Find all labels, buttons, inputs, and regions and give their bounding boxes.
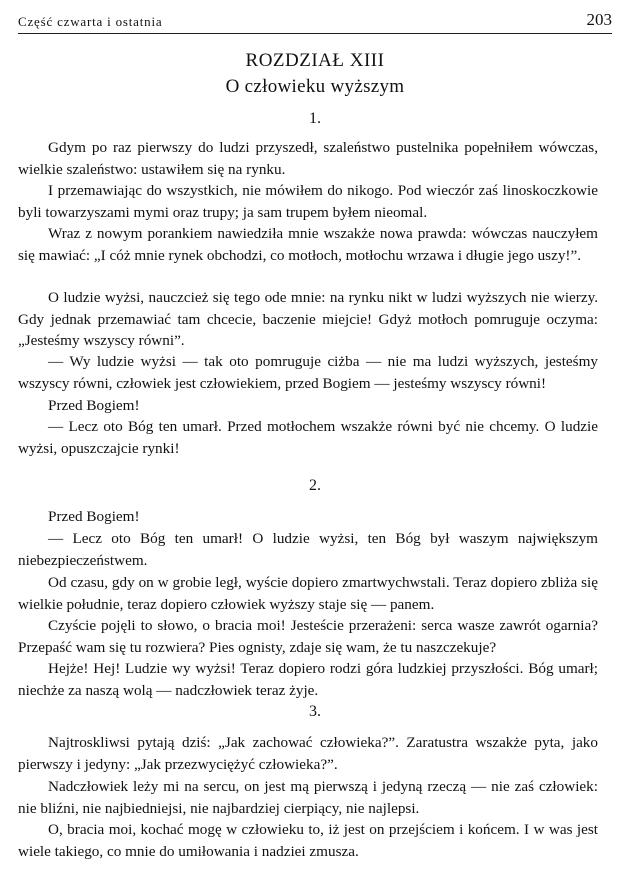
- paragraph: — Wy ludzie wyżsi — tak oto pomruguje ciżba — nie ma ludzi wyższych, jesteśmy wszyscy równi, człowiek jest człowiekiem, przed Bogiem — jesteśmy wszyscy równi!: [18, 353, 598, 392]
- paragraph: Wraz z nowym porankiem nawiedziła mnie wszakże nowa prawda: wówczas nauczyłem się mawiać: „I cóż mnie rynek obchodzi, co motłoch, motłochu wrzawa i długie jego uszy!”.: [18, 225, 598, 264]
- page-number: 203: [586, 10, 612, 29]
- paragraph: Hejże! Hej! Ludzie wy wyżsi! Teraz dopiero rodzi góra ludzkiej przyszłości. Bóg umarł; niechże za naszą wolą — nadczłowiek teraz żyje.: [18, 660, 598, 699]
- paragraph: Przed Bogiem!: [48, 397, 140, 414]
- running-header: [18, 8, 612, 34]
- section-number: 2.: [309, 477, 321, 494]
- section-number: 3.: [309, 703, 321, 720]
- paragraph: O ludzie wyżsi, nauczcież się tego ode mnie: na rynku nikt w ludzi wyższych nie wierzy. Gdy jednak przemawiać tam chcecie, baczenie miejcie! Gdyż motłoch pomruguje oczyma: „Jesteśmy wszyscy równi”.: [18, 289, 598, 349]
- paragraph: Czyście pojęli to słowo, o bracia moi! Jesteście przerażeni: serca wasze zawrót ogarnia? Przepaść wam się tu rozwiera? Pies ognisty, zdaje się wam, że tu naszczekuje?: [18, 617, 598, 656]
- section-number: 1.: [309, 110, 321, 127]
- paragraph: O, bracia moi, kochać mogę w człowieku to, iż jest on przejściem i końcem. I w was jest wiele takiego, co mnie do umiłowania i nadziei zmusza.: [18, 821, 598, 860]
- paragraph: Od czasu, gdy on w grobie legł, wyście dopiero zmartwychwstali. Teraz dopiero zbliża się wielkie południe, teraz dopiero człowiek wyższy staje się — panem.: [18, 574, 598, 613]
- paragraph: Najtroskliwsi pytają dziś: „Jak zachować człowieka?”. Zaratustra wszakże pyta, jako pierwszy i jedyny: „Jak przezwyciężyć człowieka?”.: [18, 734, 598, 773]
- paragraph: Nadczłowiek leży mi na sercu, on jest mą pierwszą i jedyną rzeczą — nie zaś człowiek: nie bliźni, nie najbiedniejsi, nie najbardziej cierpiący, nie najlepsi.: [18, 778, 598, 817]
- paragraph: — Lecz oto Bóg ten umarł. Przed motłochem wszakże równi być nie chcemy. O ludzie wyżsi, opuszczajcie rynki!: [18, 418, 598, 457]
- running-title: Część czwarta i ostatnia: [18, 14, 163, 29]
- paragraph: Gdym po raz pierwszy do ludzi przyszedł, szaleństwo pustelnika popełniłem wówczas, wielkie szaleństwo: ustawiłem się na rynku.: [18, 139, 598, 178]
- paragraph: Przed Bogiem!: [48, 508, 140, 525]
- paragraph: — Lecz oto Bóg ten umarł! O ludzie wyżsi, ten Bóg był waszym największym niebezpieczeństwem.: [18, 530, 598, 569]
- chapter-subtitle: O człowieku wyższym: [225, 76, 405, 97]
- paragraph: I przemawiając do wszystkich, nie mówiłem do nikogo. Pod wieczór zaś linoskoczkowie byli towarzyszami mymi oraz trupy; ja sam trupem byłem nieomal.: [18, 182, 598, 221]
- header-divider: [18, 33, 612, 34]
- chapter-title: ROZDZIAŁ XIII: [245, 50, 385, 71]
